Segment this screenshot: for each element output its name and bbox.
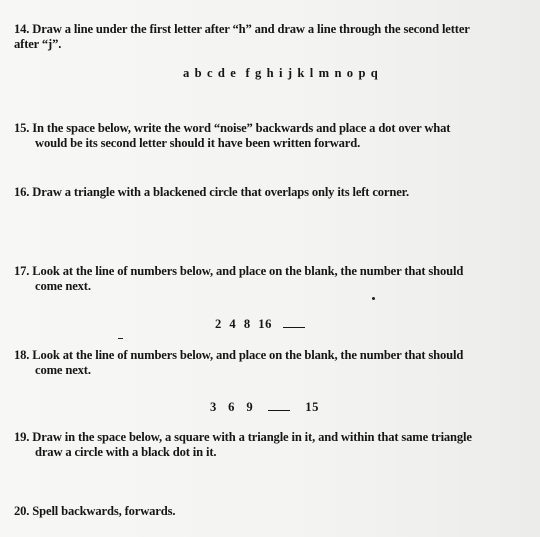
question-19 [14,430,519,460]
question-text-cont: come next. [35,279,91,293]
seq-number: 2 [215,317,222,331]
seq-number: 16 [258,317,273,331]
question-number: 19. [14,430,30,444]
question-text-cont: come next. [35,363,91,377]
question-text: Draw a triangle with a blackened circle that overlaps only its left corner. [32,185,409,199]
question-15 [14,121,519,151]
answer-blank[interactable] [283,316,305,328]
number-sequence-18 [210,399,319,415]
stray-dot [372,297,375,300]
question-text: In the space below, write the word “noise” backwards and place a dot over what [32,121,451,135]
question-number: 14. [14,22,30,36]
question-text: Look at the line of numbers below, and place on the blank, the number that should [32,348,464,362]
seq-number: 15 [305,400,320,414]
seq-number: 8 [243,317,251,331]
question-text: Draw in the space below, a square with a triangle in it, and within that same triangle [32,430,472,444]
answer-blank[interactable] [268,399,290,411]
question-text-cont: would be its second letter should it have been written forward. [35,136,361,150]
letter-sequence: a b c d e f g h i j k l m n o p q [183,66,379,80]
question-text-cont: draw a circle with a black dot in it. [35,445,217,459]
question-number: 18. [14,348,30,362]
seq-number: 3 [210,400,217,414]
question-text: Spell backwards, forwards. [32,504,176,518]
seq-number: 4 [229,317,237,331]
number-sequence-17 [215,316,305,332]
question-number: 20. [14,504,30,518]
question-number: 16. [14,185,30,199]
seq-number: 6 [228,400,236,414]
question-number: 15. [14,121,30,135]
stray-mark [118,338,123,339]
question-text: Look at the line of numbers below, and place on the blank, the number that should [32,264,464,278]
question-14 [14,22,519,52]
question-number: 17. [14,264,30,278]
seq-number: 9 [246,400,254,414]
question-text-cont: after “j”. [14,37,62,51]
question-16 [14,185,519,200]
question-18 [14,348,519,378]
question-text: Draw a line under the first letter after “h” and draw a line through the second letter [32,22,470,36]
question-20 [14,504,519,519]
question-17 [14,264,519,294]
